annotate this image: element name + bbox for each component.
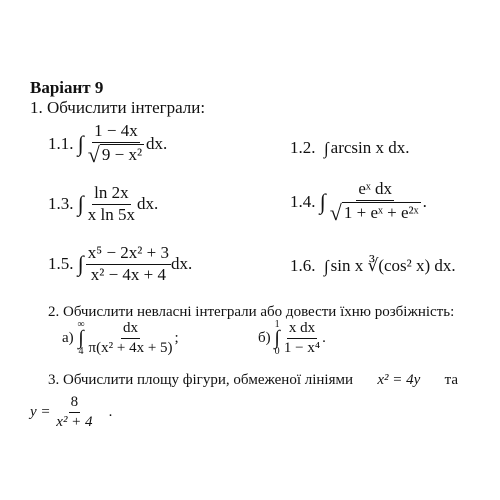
sqrt-symbol: √ (87, 141, 100, 167)
equation-2 (30, 394, 112, 430)
integral-sign: ∫ (324, 139, 329, 159)
variant-heading: Варіант 9 (30, 78, 104, 97)
integral-sign: ∫ (78, 327, 84, 349)
task2-label: 2. Обчислити невласні інтеграли або довести їхню розбіжність: (48, 304, 455, 320)
conjunction: та (444, 372, 458, 388)
improper-integral-a (62, 320, 179, 356)
task3-line (48, 372, 458, 389)
tail: dx. (137, 194, 159, 214)
item-label: б) (258, 329, 271, 346)
fraction (54, 394, 94, 430)
task1-label: 1. Обчислити інтеграли: (30, 98, 206, 117)
numerator: ln 2x (92, 184, 130, 205)
integral-sign: ∫ (324, 257, 329, 277)
denominator: x² − 4x + 4 (90, 264, 167, 284)
denominator: x ln 5x (87, 204, 136, 224)
integral-sign-limits (77, 320, 84, 356)
period: . (108, 403, 113, 420)
numerator: 8 (69, 394, 81, 413)
denominator: 9 − x² (101, 144, 143, 164)
denominator: 1 + eˣ + e²ˣ (343, 202, 419, 222)
integral-sign: ∫ (77, 191, 84, 217)
integral-1-4 (290, 180, 427, 224)
improper-integral-b (258, 320, 326, 356)
integral-sign-limits (274, 320, 279, 356)
lower-limit: 4 (78, 346, 84, 357)
expression: arcsin x dx. (330, 138, 410, 157)
task3-label: 3. Обчислити площу фігури, обмеженої лініями (48, 372, 354, 388)
tail: dx. (170, 254, 193, 274)
fraction (86, 184, 137, 224)
fraction (87, 320, 175, 356)
tail: dx. (146, 133, 168, 153)
integral-1-1 (48, 122, 167, 166)
item-number: 1.2. (290, 138, 316, 157)
integral-1-6 (290, 256, 456, 277)
integral-1-5 (48, 244, 192, 284)
denominator: π(x² + 4x + 5) (88, 339, 173, 356)
numerator: dx (121, 320, 140, 339)
equation-2-lhs: y = (30, 403, 51, 420)
item-label: а) (62, 329, 74, 346)
integral-1-2 (290, 138, 410, 159)
denominator-sqrt (328, 201, 423, 224)
upper-limit: 1 (274, 319, 280, 330)
numerator: x⁵ − 2x² + 3 (86, 244, 171, 265)
lower-limit: 0 (274, 346, 280, 357)
expression: sin x ∛(cos² x) dx. (330, 256, 456, 275)
integral-sign: ∫ (77, 251, 84, 277)
item-number: 1.1. (48, 133, 74, 153)
fraction (86, 244, 171, 284)
integral-1-3 (48, 184, 158, 224)
denominator: 1 − x⁴ (283, 339, 321, 356)
item-number: 1.6. (290, 256, 316, 275)
denominator: x² + 4 (56, 413, 93, 430)
fraction (86, 122, 146, 166)
item-number: 1.5. (48, 254, 74, 274)
sqrt-symbol: √ (329, 199, 342, 225)
item-number: 1.3. (48, 194, 74, 214)
numerator: eˣ dx (356, 180, 394, 201)
tail: ; (174, 329, 179, 346)
fraction (328, 180, 423, 224)
tail: . (422, 191, 427, 211)
upper-limit: ∞ (77, 319, 85, 330)
fraction (282, 320, 322, 356)
item-number: 1.4. (290, 191, 316, 211)
numerator: 1 − 4x (92, 122, 140, 143)
numerator: x dx (287, 320, 317, 339)
integral-sign: ∫ (274, 327, 280, 349)
integral-sign: ∫ (77, 130, 84, 156)
denominator-sqrt (86, 143, 146, 166)
integral-sign: ∫ (319, 188, 326, 214)
tail: . (322, 329, 326, 346)
equation-1: x² = 4y (377, 372, 421, 388)
